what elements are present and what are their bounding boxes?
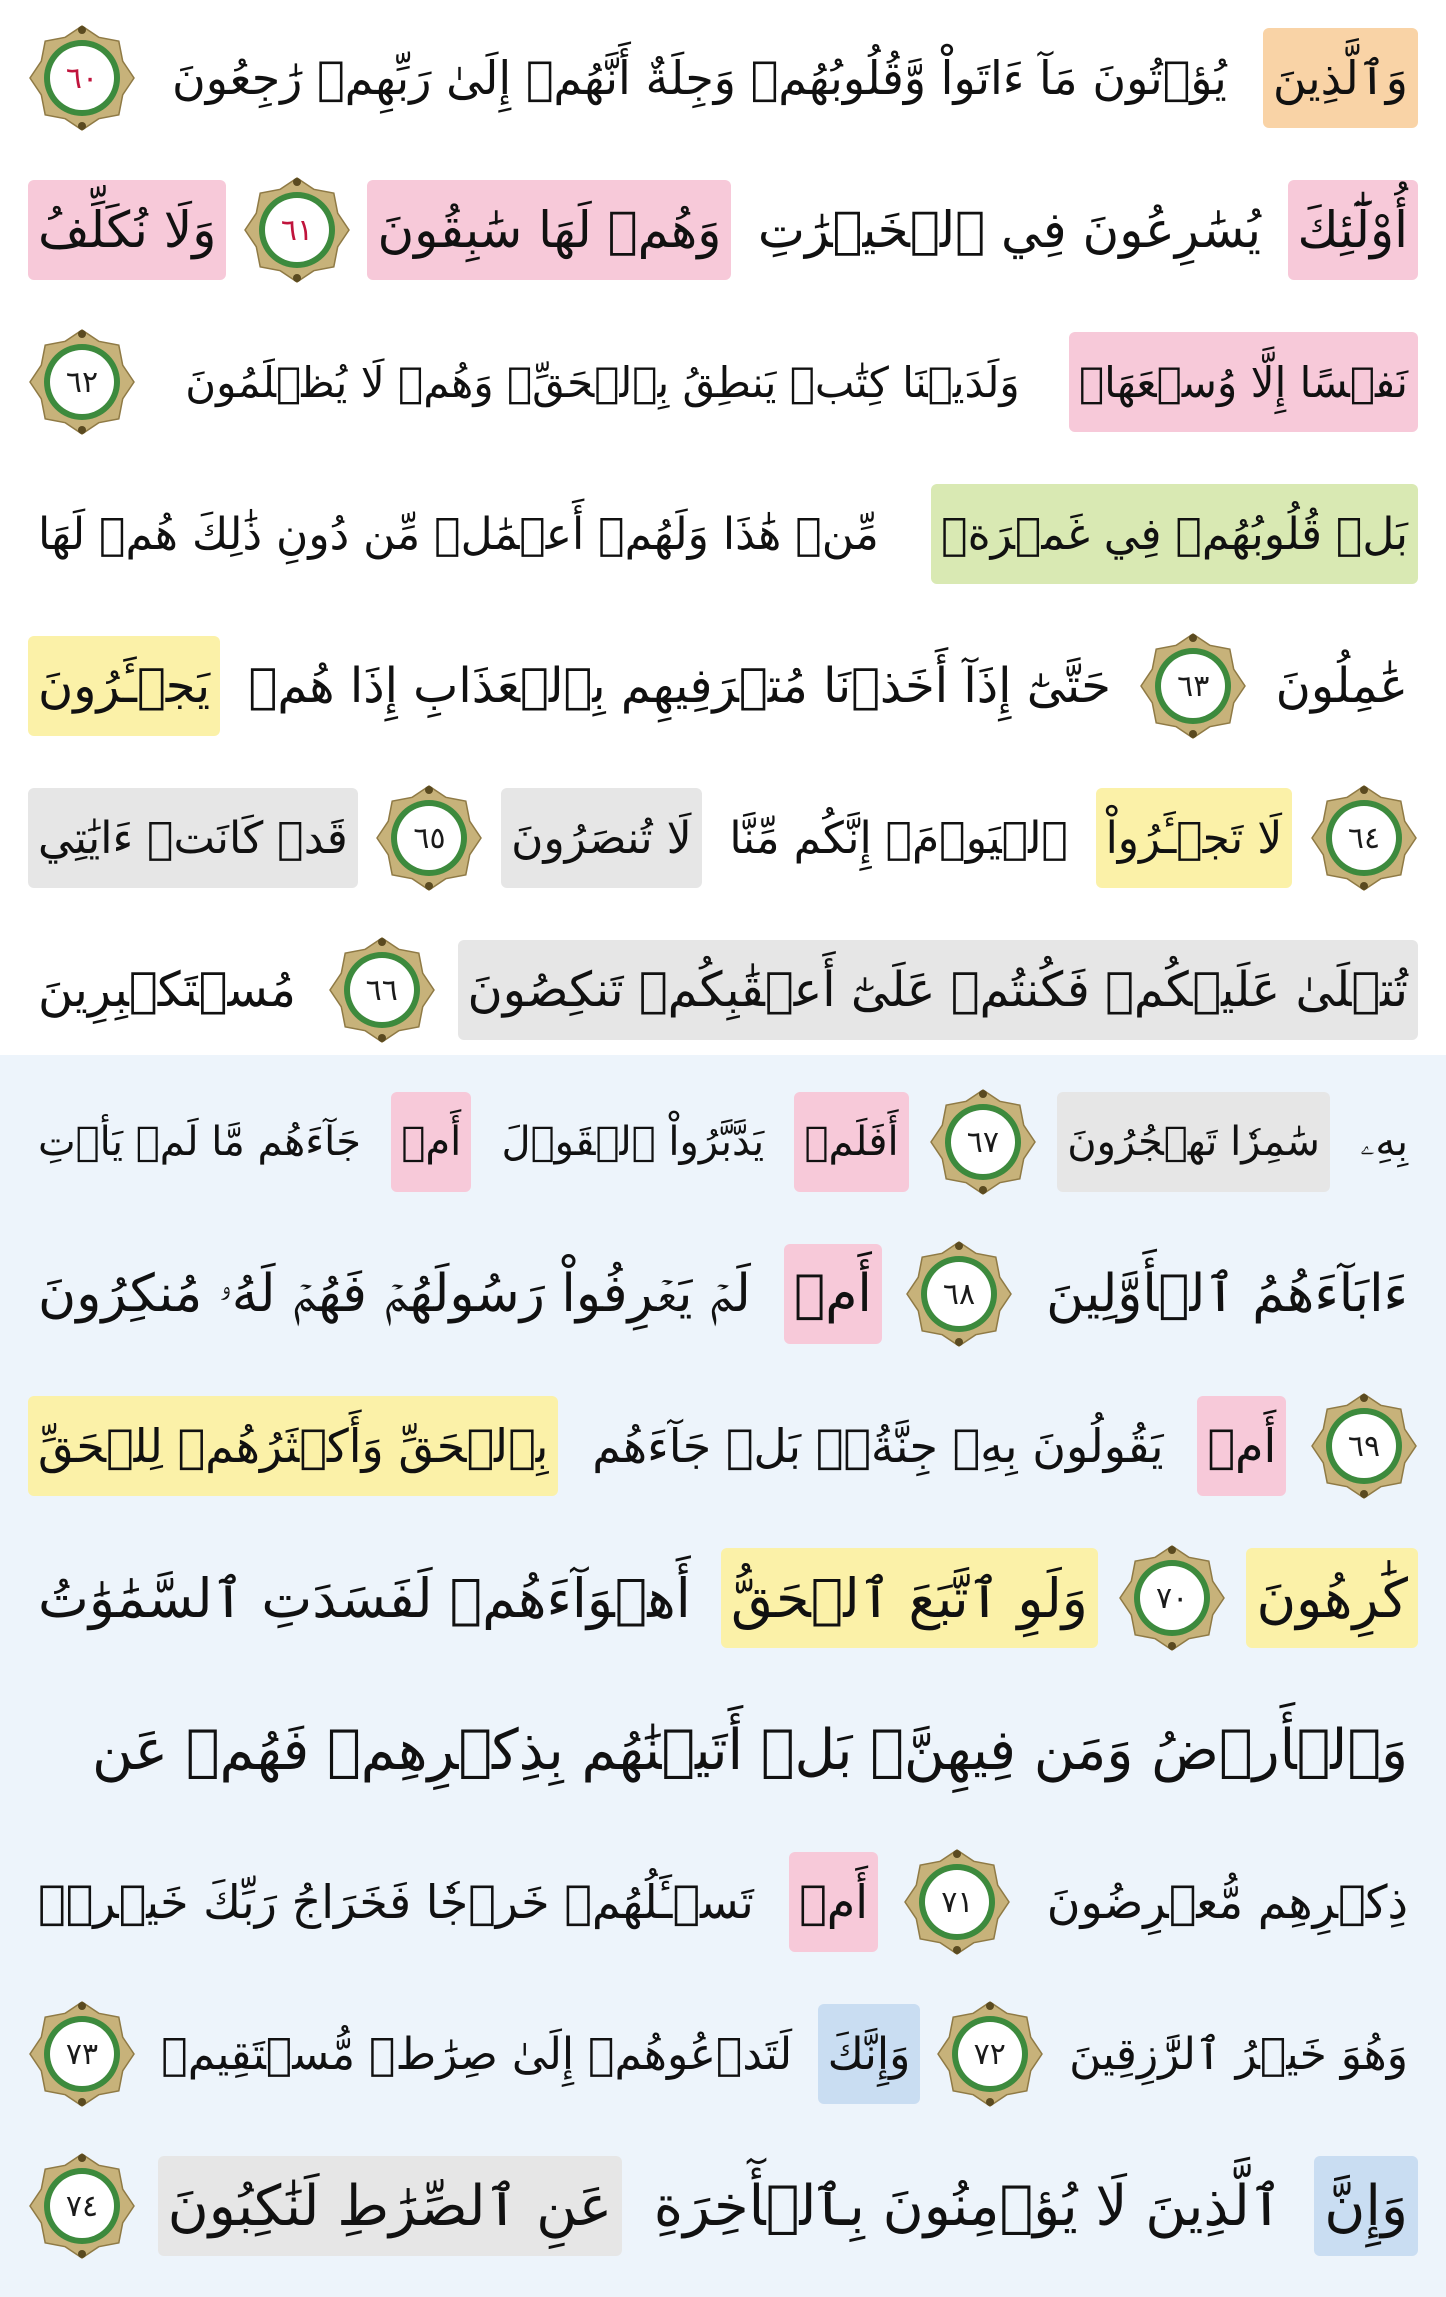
- highlighted-verse-text[interactable]: أَمۡ: [1197, 1396, 1286, 1496]
- highlighted-verse-text[interactable]: وَٱلَّذِينَ: [1263, 28, 1418, 128]
- highlighted-verse-text[interactable]: تُتۡلَىٰ عَلَيۡكُمۡ فَكُنتُمۡ عَلَىٰٓ أَعۡقَٰبِكُمۡ تَنكِصُونَ: [458, 940, 1418, 1040]
- ayah-number-marker[interactable]: [375, 784, 483, 892]
- ayah-number: ٦١: [280, 212, 314, 248]
- verse-line: [0, 1984, 1446, 2124]
- highlighted-verse-text[interactable]: لَا تَجۡـَٔرُواْ: [1096, 788, 1293, 888]
- highlighted-verse-text[interactable]: وَإِنَّكَ: [818, 2004, 921, 2104]
- ayah-number: ٦٦: [365, 972, 398, 1008]
- ayah-number-marker[interactable]: [1139, 632, 1247, 740]
- ayah-number: ٦٩: [1347, 1428, 1381, 1464]
- verse-text[interactable]: يَقُولُونَ بِهِۦ جِنَّةُۢۚ بَلۡ جَآءَهُم: [592, 1419, 1164, 1473]
- ayah-number: ٦٨: [942, 1276, 976, 1312]
- ayah-number-marker[interactable]: [1118, 1544, 1226, 1652]
- verse-text[interactable]: وَهُوَ خَيۡرُ ٱلرَّٰزِقِينَ: [1069, 2028, 1408, 2080]
- verse-line: [0, 1072, 1446, 1212]
- highlighted-verse-text[interactable]: لَا تُنصَرُونَ: [501, 788, 702, 888]
- ayah-number: ٦٤: [1347, 820, 1381, 856]
- verse-line: [0, 1224, 1446, 1364]
- verse-text[interactable]: تَسۡـَٔلُهُمۡ خَرۡجٗا فَخَرَاجُ رَبِّكَ خَيۡرٞۖ: [38, 1875, 754, 1929]
- highlighted-verse-text[interactable]: أَمۡ: [789, 1852, 878, 1952]
- highlighted-verse-text[interactable]: وَإِنَّ: [1314, 2156, 1418, 2256]
- verse-line: [0, 2136, 1446, 2276]
- ayah-number-marker[interactable]: [1310, 1392, 1418, 1500]
- verse-line: [0, 160, 1446, 300]
- verse-text[interactable]: وَلَدَيۡنَا كِتَٰبٞ يَنطِقُ بِٱلۡحَقِّۚ وَهُمۡ لَا يُظۡلَمُونَ: [185, 357, 1020, 407]
- verse-text[interactable]: وَٱلۡأَرۡضُ وَمَن فِيهِنَّۚ بَلۡ أَتَيۡنَٰهُم بِذِكۡرِهِمۡ فَهُمۡ عَن: [92, 1717, 1408, 1783]
- verse-line: [0, 312, 1446, 452]
- verse-text[interactable]: مُسۡتَكۡبِرِينَ: [38, 962, 297, 1018]
- highlighted-verse-text[interactable]: وَلَوِ ٱتَّبَعَ ٱلۡحَقُّ: [721, 1548, 1098, 1648]
- verse-line: [0, 920, 1446, 1060]
- highlighted-verse-text[interactable]: سَٰمِرٗا تَهۡجُرُونَ: [1057, 1092, 1330, 1192]
- ayah-number-marker[interactable]: [936, 2000, 1044, 2108]
- highlighted-verse-text[interactable]: عَنِ ٱلصِّرَٰطِ لَنَٰكِبُونَ: [158, 2156, 623, 2256]
- ayah-number: ٦٧: [966, 1124, 1000, 1160]
- verse-text[interactable]: حَتَّىٰٓ إِذَآ أَخَذۡنَا مُتۡرَفِيهِم بِٱلۡعَذَابِ إِذَا هُمۡ: [248, 658, 1111, 714]
- ayah-number: ٧٤: [65, 2188, 99, 2224]
- ayah-number-marker[interactable]: [28, 24, 136, 132]
- verse-text[interactable]: بِهِۦ: [1360, 1119, 1408, 1165]
- verse-text[interactable]: مِّنۡ هَٰذَا وَلَهُمۡ أَعۡمَٰلٞ مِّن دُونِ ذَٰلِكَ هُمۡ لَهَا: [38, 508, 879, 560]
- verse-text[interactable]: ٱلۡيَوۡمَۖ إِنَّكُم مِّنَّا: [729, 812, 1068, 864]
- verse-text[interactable]: لَمۡ يَعۡرِفُواْ رَسُولَهُمۡ فَهُمۡ لَهُۥ مُنكِرُونَ: [38, 1263, 751, 1324]
- highlighted-verse-text[interactable]: أُوْلَٰٓئِكَ: [1288, 180, 1419, 280]
- highlighted-verse-text[interactable]: يَجۡـَٔرُونَ: [28, 636, 220, 736]
- ayah-number: ٧١: [941, 1884, 974, 1920]
- verse-line: [0, 464, 1446, 604]
- verse-text[interactable]: يُؤۡتُونَ مَآ ءَاتَواْ وَّقُلُوبُهُمۡ وَجِلَةٌ أَنَّهُمۡ إِلَىٰ رَبِّهِمۡ رَٰجِعُونَ: [172, 51, 1227, 105]
- ayah-number-marker[interactable]: [243, 176, 351, 284]
- ayah-number-marker[interactable]: [929, 1088, 1037, 1196]
- verse-text[interactable]: أَهۡوَآءَهُمۡ لَفَسَدَتِ ٱلسَّمَٰوَٰتُ: [38, 1566, 691, 1630]
- verse-text[interactable]: جَآءَهُم مَّا لَمۡ يَأۡتِ: [38, 1119, 361, 1165]
- ayah-number-marker[interactable]: [1310, 784, 1418, 892]
- ayah-number-marker[interactable]: [28, 328, 136, 436]
- verse-line: [0, 1832, 1446, 1972]
- highlighted-verse-text[interactable]: كَٰرِهُونَ: [1246, 1548, 1418, 1648]
- verse-text[interactable]: ءَابَآءَهُمُ ٱلۡأَوَّلِينَ: [1046, 1264, 1408, 1324]
- highlighted-verse-text[interactable]: وَهُمۡ لَهَا سَٰبِقُونَ: [367, 180, 731, 280]
- ayah-number-marker[interactable]: [905, 1240, 1013, 1348]
- verse-text[interactable]: ذِكۡرِهِم مُّعۡرِضُونَ: [1046, 1875, 1408, 1929]
- highlighted-verse-text[interactable]: نَفۡسًا إِلَّا وُسۡعَهَاۖ: [1069, 332, 1418, 432]
- ayah-number-marker[interactable]: [28, 2152, 136, 2260]
- verse-line: [0, 768, 1446, 908]
- highlighted-verse-text[interactable]: أَمۡ: [784, 1244, 882, 1344]
- ayah-number: ٦٠: [65, 60, 99, 96]
- verse-text[interactable]: يَدَّبَّرُواْ ٱلۡقَوۡلَ: [501, 1119, 765, 1165]
- ayah-number: ٦٥: [413, 820, 446, 856]
- ayah-number: ٦٢: [65, 364, 99, 400]
- verse-text[interactable]: لَتَدۡعُوهُمۡ إِلَىٰ صِرَٰطٖ مُّسۡتَقِيمٖ: [161, 2028, 793, 2080]
- ayah-number-marker[interactable]: [328, 936, 436, 1044]
- ayah-number: ٧٣: [65, 2036, 99, 2072]
- ayah-number-marker[interactable]: [28, 2000, 136, 2108]
- ayah-number: ٧٠: [1156, 1580, 1189, 1616]
- verse-text[interactable]: ٱلَّذِينَ لَا يُؤۡمِنُونَ بِٱلۡأٓخِرَةِ: [653, 2173, 1283, 2239]
- verse-line: [0, 8, 1446, 148]
- highlighted-verse-text[interactable]: بَلۡ قُلُوبُهُمۡ فِي غَمۡرَةٖ: [931, 484, 1418, 584]
- verse-line: [0, 1528, 1446, 1668]
- verse-line: [0, 1376, 1446, 1516]
- ayah-number: ٦٣: [1177, 668, 1210, 704]
- highlighted-verse-text[interactable]: وَلَا نُكَلِّفُ: [28, 180, 226, 280]
- highlighted-verse-text[interactable]: أَفَلَمۡ: [794, 1092, 908, 1192]
- ayah-number-marker[interactable]: [903, 1848, 1011, 1956]
- verse-text[interactable]: عَٰمِلُونَ: [1275, 658, 1408, 714]
- highlighted-verse-text[interactable]: بِٱلۡحَقِّ وَأَكۡثَرُهُمۡ لِلۡحَقِّ: [28, 1396, 558, 1496]
- verse-line: [0, 1680, 1446, 1820]
- verse-text[interactable]: يُسَٰرِعُونَ فِي ٱلۡخَيۡرَٰتِ: [757, 201, 1261, 259]
- highlighted-verse-text[interactable]: قَدۡ كَانَتۡ ءَايَٰتِي: [28, 788, 358, 888]
- highlighted-verse-text[interactable]: أَمۡ: [391, 1092, 471, 1192]
- ayah-number: ٧٢: [973, 2036, 1006, 2072]
- verse-line: [0, 616, 1446, 756]
